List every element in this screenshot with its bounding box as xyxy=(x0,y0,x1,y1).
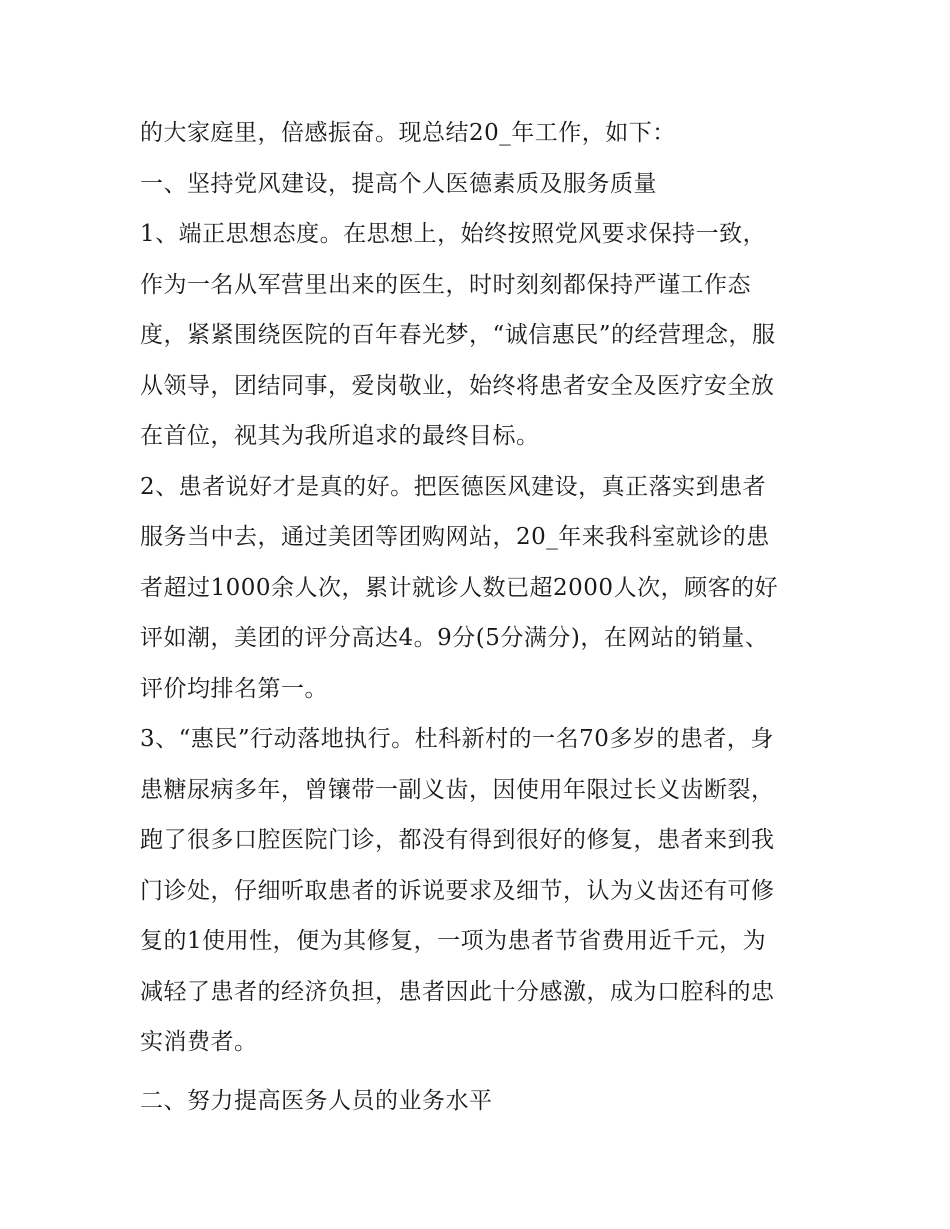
paragraph-line: 复的1使用性，便为其修复，一项为患者节省费用近千元，为 xyxy=(140,928,767,954)
paragraph-line: 患糖尿病多年，曾镶带一副义齿，因使用年限过长义齿断裂， xyxy=(140,776,775,803)
paragraph-line: 门诊处，仔细听取患者的诉说要求及细节，认为义齿还有可修 xyxy=(140,877,775,904)
paragraph-line: 作为一名从军营里出来的医生，时时刻刻都保持严谨工作态 xyxy=(140,271,751,298)
paragraph-line: 2、患者说好才是真的好。把医德医风建设，真正落实到患者 xyxy=(140,473,767,500)
text-line: 的大家庭里，倍感振奋。现总结20_年工作，如下： xyxy=(140,120,676,146)
paragraph-line: 减轻了患者的经济负担，患者因此十分感激，成为口腔科的忠 xyxy=(140,978,775,1005)
paragraph-line: 实消费者。 xyxy=(140,1029,258,1055)
paragraph-line: 评如潮，美团的评分高达4。9分(5分满分)，在网站的销量、 xyxy=(140,625,769,651)
paragraph-line: 1、端正思想态度。在思想上，始终按照党风要求保持一致， xyxy=(140,221,767,247)
section-heading: 二、努力提高医务人员的业务水平 xyxy=(140,1087,493,1114)
paragraph-line: 度，紧紧围绕医院的百年春光梦，“诚信惠民”的经营理念，服 xyxy=(140,322,776,348)
paragraph-spacer xyxy=(140,1068,820,1076)
paragraph-line: 者超过1000余人次，累计就诊人数已超2000人次，顾客的好 xyxy=(140,574,779,601)
paragraph-line: 3、“惠民”行动落地执行。杜科新村的一名70多岁的患者，身 xyxy=(140,726,774,752)
paragraph-line: 跑了很多口腔医院门诊，都没有得到很好的修复，患者来到我 xyxy=(140,827,775,853)
paragraph-line: 评价均排名第一。 xyxy=(140,675,328,702)
paragraph-line: 在首位，视其为我所追求的最终目标。 xyxy=(140,423,540,449)
section-heading: 一、坚持党风建设，提高个人医德素质及服务质量 xyxy=(140,170,657,197)
paragraph-line: 从领导，团结同事，爱岗敬业，始终将患者安全及医疗安全放 xyxy=(140,372,775,399)
document-body xyxy=(140,108,820,1126)
paragraph-line: 服务当中去，通过美团等团购网站，20_年来我科室就诊的患 xyxy=(140,524,770,550)
